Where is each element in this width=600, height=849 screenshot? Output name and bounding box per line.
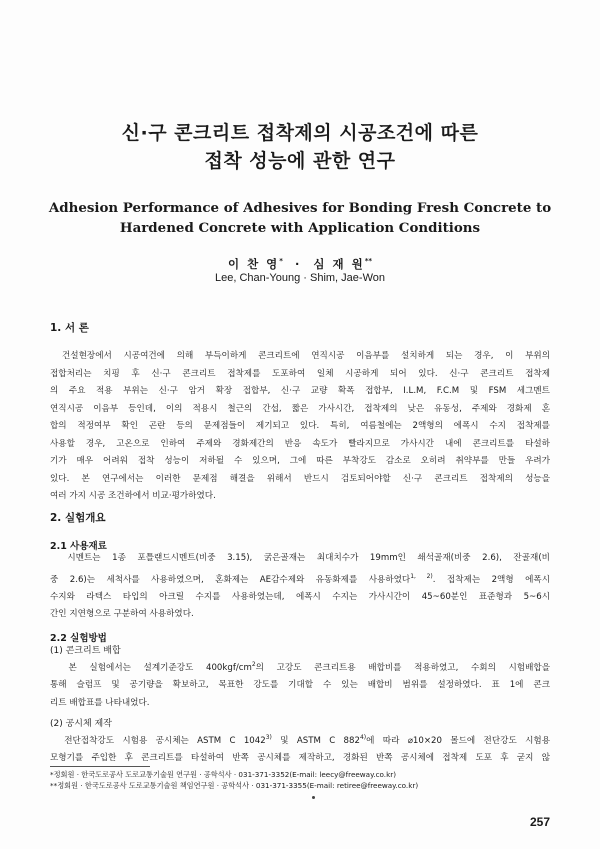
text-line: 접합처리는 치핑 후 신·구 콘크리트 접착제를 도포하여 일체 시공하게 되어 있다. 신·구 콘크리트 접착제 xyxy=(50,368,550,379)
page-number: 257 xyxy=(529,815,550,829)
scan-dot xyxy=(312,796,315,799)
author-2-kr: 심 재 원 xyxy=(313,257,365,271)
footnote-2: **정회원 · 한국도로공사 도로교통기술원 책임연구원 · 공학석사 · 031-371-3355(E-mail: retiree@freeway.co.kr) xyxy=(50,781,419,790)
section-1-heading: 1. 서 론 xyxy=(50,322,89,334)
item-2-body xyxy=(50,729,550,768)
author-1-kr: 이 찬 영 xyxy=(227,257,280,271)
text-line: 건설현장에서 시공여건에 의해 부득이하게 콘크리트에 연직시공 이음부를 설치하게 되는 경우, 이 부위의 xyxy=(62,351,550,361)
reference-superscript: 4) xyxy=(359,734,367,741)
title-english-line-2: Hardened Concrete with Application Conditions xyxy=(119,220,481,236)
subsection-2-2-heading: 2.2 실험방법 xyxy=(50,633,107,644)
text-line: 여러 가지 시공 조건하에서 비교·평가하였다. xyxy=(50,491,216,501)
text-line: 연직시공 이음부 등인데, 이의 적용시 철근의 간섭, 짧은 가사시간, 접착제의 낮은 유동성, 주제와 경화제 혼 xyxy=(50,403,550,414)
unit-superscript: 2 xyxy=(251,661,256,668)
subsection-2-1-heading: 2.1 사용재료 xyxy=(50,541,107,552)
text-run: 리트 배합표를 나타내었다. xyxy=(50,697,150,708)
text-line xyxy=(50,606,550,624)
text-run: 에 따라 ⌀10×20 몰드에 전단강도 시험용 xyxy=(366,735,550,746)
reference-superscript: 3) xyxy=(265,734,272,741)
text-run: 간인 지연형으로 구분하여 사용하였다. xyxy=(50,609,194,620)
section-2-heading: 2. 실험개요 xyxy=(50,512,106,524)
text-line: 기가 매우 어려워 접착 성능이 저하될 수 있으며, 그에 따른 부착강도 감소로 오히려 취약부를 만들 우려가 xyxy=(50,456,550,466)
authors-english: Lee, Chan-Young · Shim, Jae-Won xyxy=(215,272,385,284)
text-line xyxy=(50,677,550,695)
author-2-mark: ** xyxy=(364,257,373,266)
item-1-heading: (1) 콘크리트 배합 xyxy=(50,646,121,656)
title-english-line-1: Adhesion Performance of Adhesives for Bonding Fresh Concrete to xyxy=(48,200,552,216)
text-line xyxy=(50,729,550,750)
text-run: 시멘트는 1종 포틀랜드시멘트(비중 3.15), 굵은골재는 최대치수가 19mm인 쇄석골재(비중 2.6), 잔골재(비 xyxy=(50,553,550,563)
text-run: 모형기를 주입한 후 콘크리트를 타설하여 반쪽 공시체를 제작하고, 경화된 반쪽 공시체에 접착제 도포 후 굳지 않 xyxy=(50,753,550,764)
subsection-2-1-body xyxy=(50,550,550,624)
reference-superscript: 1, 2) xyxy=(410,572,433,580)
text-run: 통해 슬럼프 및 공기량을 확보하고, 목표한 강도를 기대할 수 있는 배합비 범위를 설정하였다. 표 1에 콘크 xyxy=(50,680,550,691)
text-run: 중 2.6)는 세척사를 사용하였으며, 혼화제는 AE감수제와 유동화제를 사용하였다 xyxy=(50,574,411,585)
item-2-heading: (2) 공시체 제작 xyxy=(50,719,112,729)
text-line xyxy=(50,589,550,607)
text-line: 사용할 경우, 고온으로 인하여 주제와 경화제간의 반응 속도가 빨라지므로 가사시간 내에 콘크리트를 타설하 xyxy=(50,438,550,449)
author-1-mark: * xyxy=(279,257,283,266)
item-1-body xyxy=(50,656,550,712)
text-line: 합의 적정여부 확인 곤란 등의 문제점들이 제기되고 있다. 특히, 여름철에는 2액형의 에폭시 수지 접착제를 xyxy=(50,421,550,431)
title-korean-line-2: 접착 성능에 관한 연구 xyxy=(204,150,396,172)
title-korean-line-1: 신·구 콘크리트 접착제의 시공조건에 따른 xyxy=(121,122,479,144)
footnote-rule xyxy=(50,766,150,767)
footnote-1: *정회원 · 한국도로공사 도로교통기술원 연구원 · 공학석사 · 031-371-3352(E-mail: leecy@freeway.co.kr) xyxy=(50,770,397,779)
section-1-body xyxy=(50,348,550,506)
text-run: 의 고강도 콘크리트용 배합비를 적용하였고, 수회의 시험배합을 xyxy=(255,662,550,673)
text-run: 수지와 라텍스 타입의 아크릴 수지를 사용하였는데, 에폭시 수지는 가사시간이 45~60분인 표준형과 5~6시 xyxy=(50,591,550,602)
text-run: . 접착제는 2액형 에폭시 xyxy=(432,574,550,585)
text-run: 및 ASTM C 882 xyxy=(271,735,360,746)
text-line xyxy=(50,695,550,713)
text-line xyxy=(50,550,550,568)
text-run: 본 실험에서는 설계기준강도 400kgf/cm xyxy=(50,662,252,673)
text-run: 전단접착강도 시험용 공시체는 ASTM C 1042 xyxy=(50,735,266,746)
author-separator: · xyxy=(294,257,302,271)
text-line: 의 주요 적용 부위는 신·구 암거 확장 접합부, 신·구 교량 확폭 접합부, I.L.M, F.C.M 및 FSM 세그멘트 xyxy=(50,386,550,396)
text-line xyxy=(50,656,550,677)
authors-korean xyxy=(0,256,600,272)
text-line: 있다. 본 연구에서는 이러한 문제점 해결을 위해서 반드시 검토되어야할 신·구 콘크리트 접착제의 성능을 xyxy=(50,473,550,484)
text-line xyxy=(50,568,550,589)
